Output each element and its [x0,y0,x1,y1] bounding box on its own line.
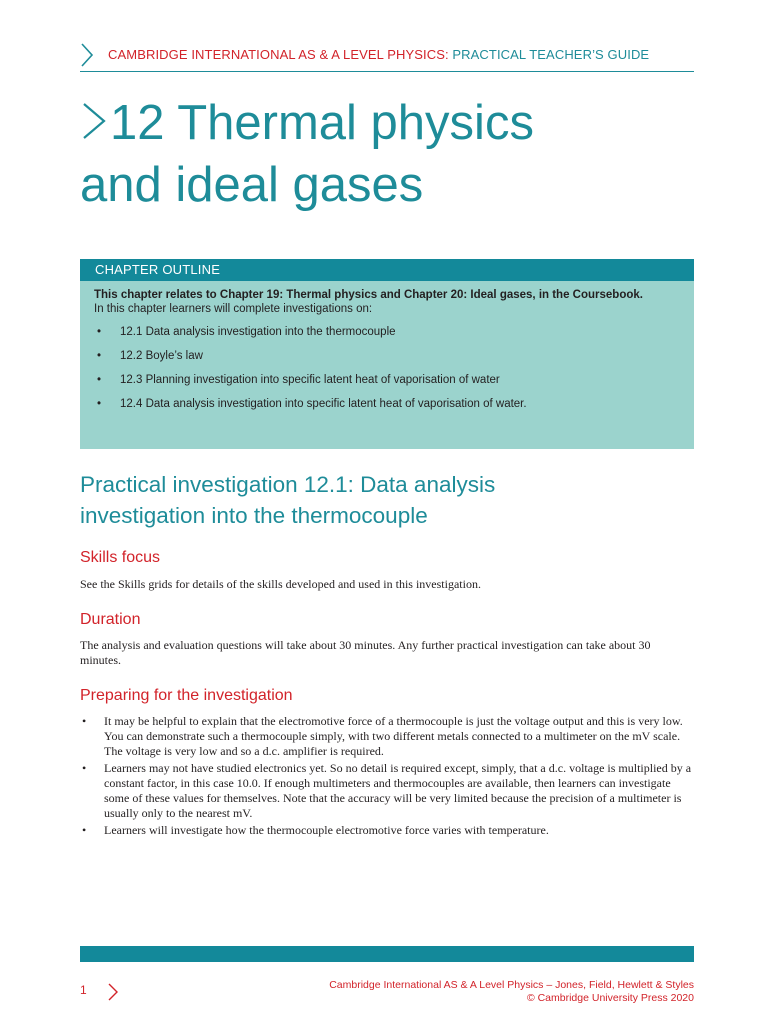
running-header [0,38,768,78]
list-item: • 12.2 Boyle’s law [94,350,680,364]
header-text [108,47,649,62]
chapter-outline-intro: In this chapter learners will complete investigations on: [94,302,373,315]
header-divider [80,71,694,72]
investigation-title-line-2: investigation into the thermocouple [80,503,428,528]
chapter-outline-heading: CHAPTER OUTLINE [80,259,694,281]
list-item: • 12.4 Data analysis investigation into specific latent heat of vaporisation of water. [94,398,680,412]
page-number: 1 [80,983,87,997]
investigation-title [80,469,700,531]
chapter-outline-list [94,326,680,412]
chapter-title [80,92,700,216]
chapter-title-line-2: and ideal gases [80,158,424,212]
list-item: • Learners will investigate how the thermocouple electromotive force varies with temperature. [80,823,692,838]
preparing-heading: Preparing for the investigation [80,687,293,704]
chapter-title-text-1: 12 Thermal physics [110,96,534,150]
header-series: CAMBRIDGE INTERNATIONAL AS & A LEVEL PHYSICS: [108,47,449,62]
chapter-outline-relates: This chapter relates to Chapter 19: Thermal physics and Chapter 20: Ideal gases, in the Coursebook. [94,289,643,301]
chapter-outline-body [80,281,694,412]
chapter-outline-box [80,259,694,449]
chapter-title-line-1 [80,92,700,154]
header-guide: PRACTICAL TEACHER’S GUIDE [452,47,650,62]
list-item: • 12.1 Data analysis investigation into the thermocouple [94,326,680,340]
list-item: • It may be helpful to explain that the electromotive force of a thermocouple is just the voltage output and this is very low. You can demonstrate such a thermocouple simply, with two different metals connected to a multimeter on the mV scale. The voltage is very low and so a d.c. amplifier is required. [80,714,692,759]
chevron-right-icon [80,42,94,68]
skills-heading: Skills focus [80,549,161,566]
list-item: • Learners may not have studied electronics yet. So no detail is required except, simply, that a d.c. voltage is multiplied by a constant factor, in this case 10.0. If enough multimeters and thermocouples are available, then learners can investigate some of these values for themselves. Note that the accuracy will be very limited because the precision of a multimeter is usually only to the nearest mV. [80,761,692,821]
chevron-right-icon [107,982,119,1002]
skills-text: See the Skills grids for details of the skills developed and used in this investigation. [80,577,481,591]
footer-credit-copyright: © Cambridge University Press 2020 [526,991,694,1004]
chevron-right-icon [80,101,108,141]
preparing-list [80,714,692,840]
investigation-title-line-1: Practical investigation 12.1: Data analysis [80,472,496,497]
footer-bar [80,946,694,962]
list-item: • 12.3 Planning investigation into specific latent heat of vaporisation of water [94,374,680,388]
duration-text: The analysis and evaluation questions will take about 30 minutes. Any further practical investigation can take about 30 minutes. [80,638,651,667]
footer-credit-authors: Cambridge International AS & A Level Physics – Jones, Field, Hewlett & Styles [329,979,694,991]
duration-heading: Duration [80,611,141,628]
footer-credit [329,979,694,1004]
